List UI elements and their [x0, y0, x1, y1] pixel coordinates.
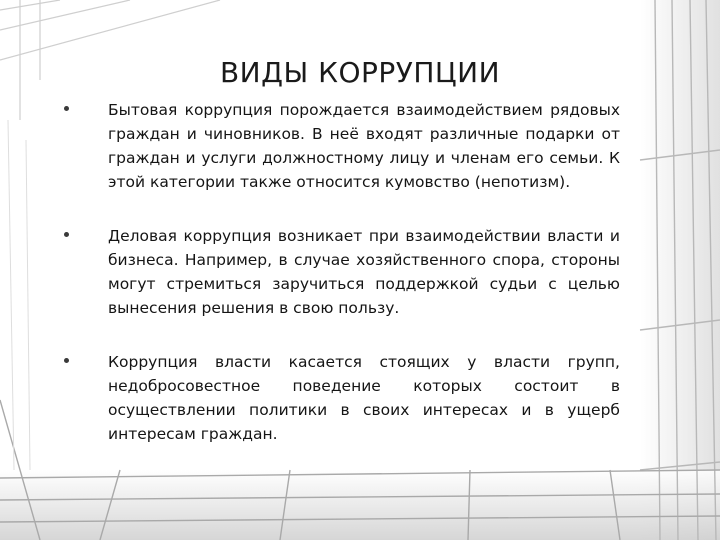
bullet-text: Бытовая коррупция порождается взаимодействием рядовых граждан и чиновников. В неё входят различные подарки от граждан и услуги должностному лицу и членам его семьи. К этой категории также относится кумовство (непотизм). — [108, 101, 620, 191]
bullet-icon — [64, 358, 69, 363]
bullet-text: Деловая коррупция возникает при взаимодействии власти и бизнеса. Например, в случае хозяйственного спора, стороны могут стремиться заручиться поддержкой судьи с целью вынесения решения в свою пользу. — [108, 227, 620, 317]
bullet-text: Коррупция власти касается стоящих у власти групп, недобросовестное поведение которых состоит в осуществлении политики в своих интересах и в ущерб интересам граждан. — [108, 353, 620, 443]
bullet-icon — [64, 232, 69, 237]
slide-title: ВИДЫ КОРРУПЦИИ — [219, 56, 501, 89]
bullet-icon — [64, 106, 69, 111]
